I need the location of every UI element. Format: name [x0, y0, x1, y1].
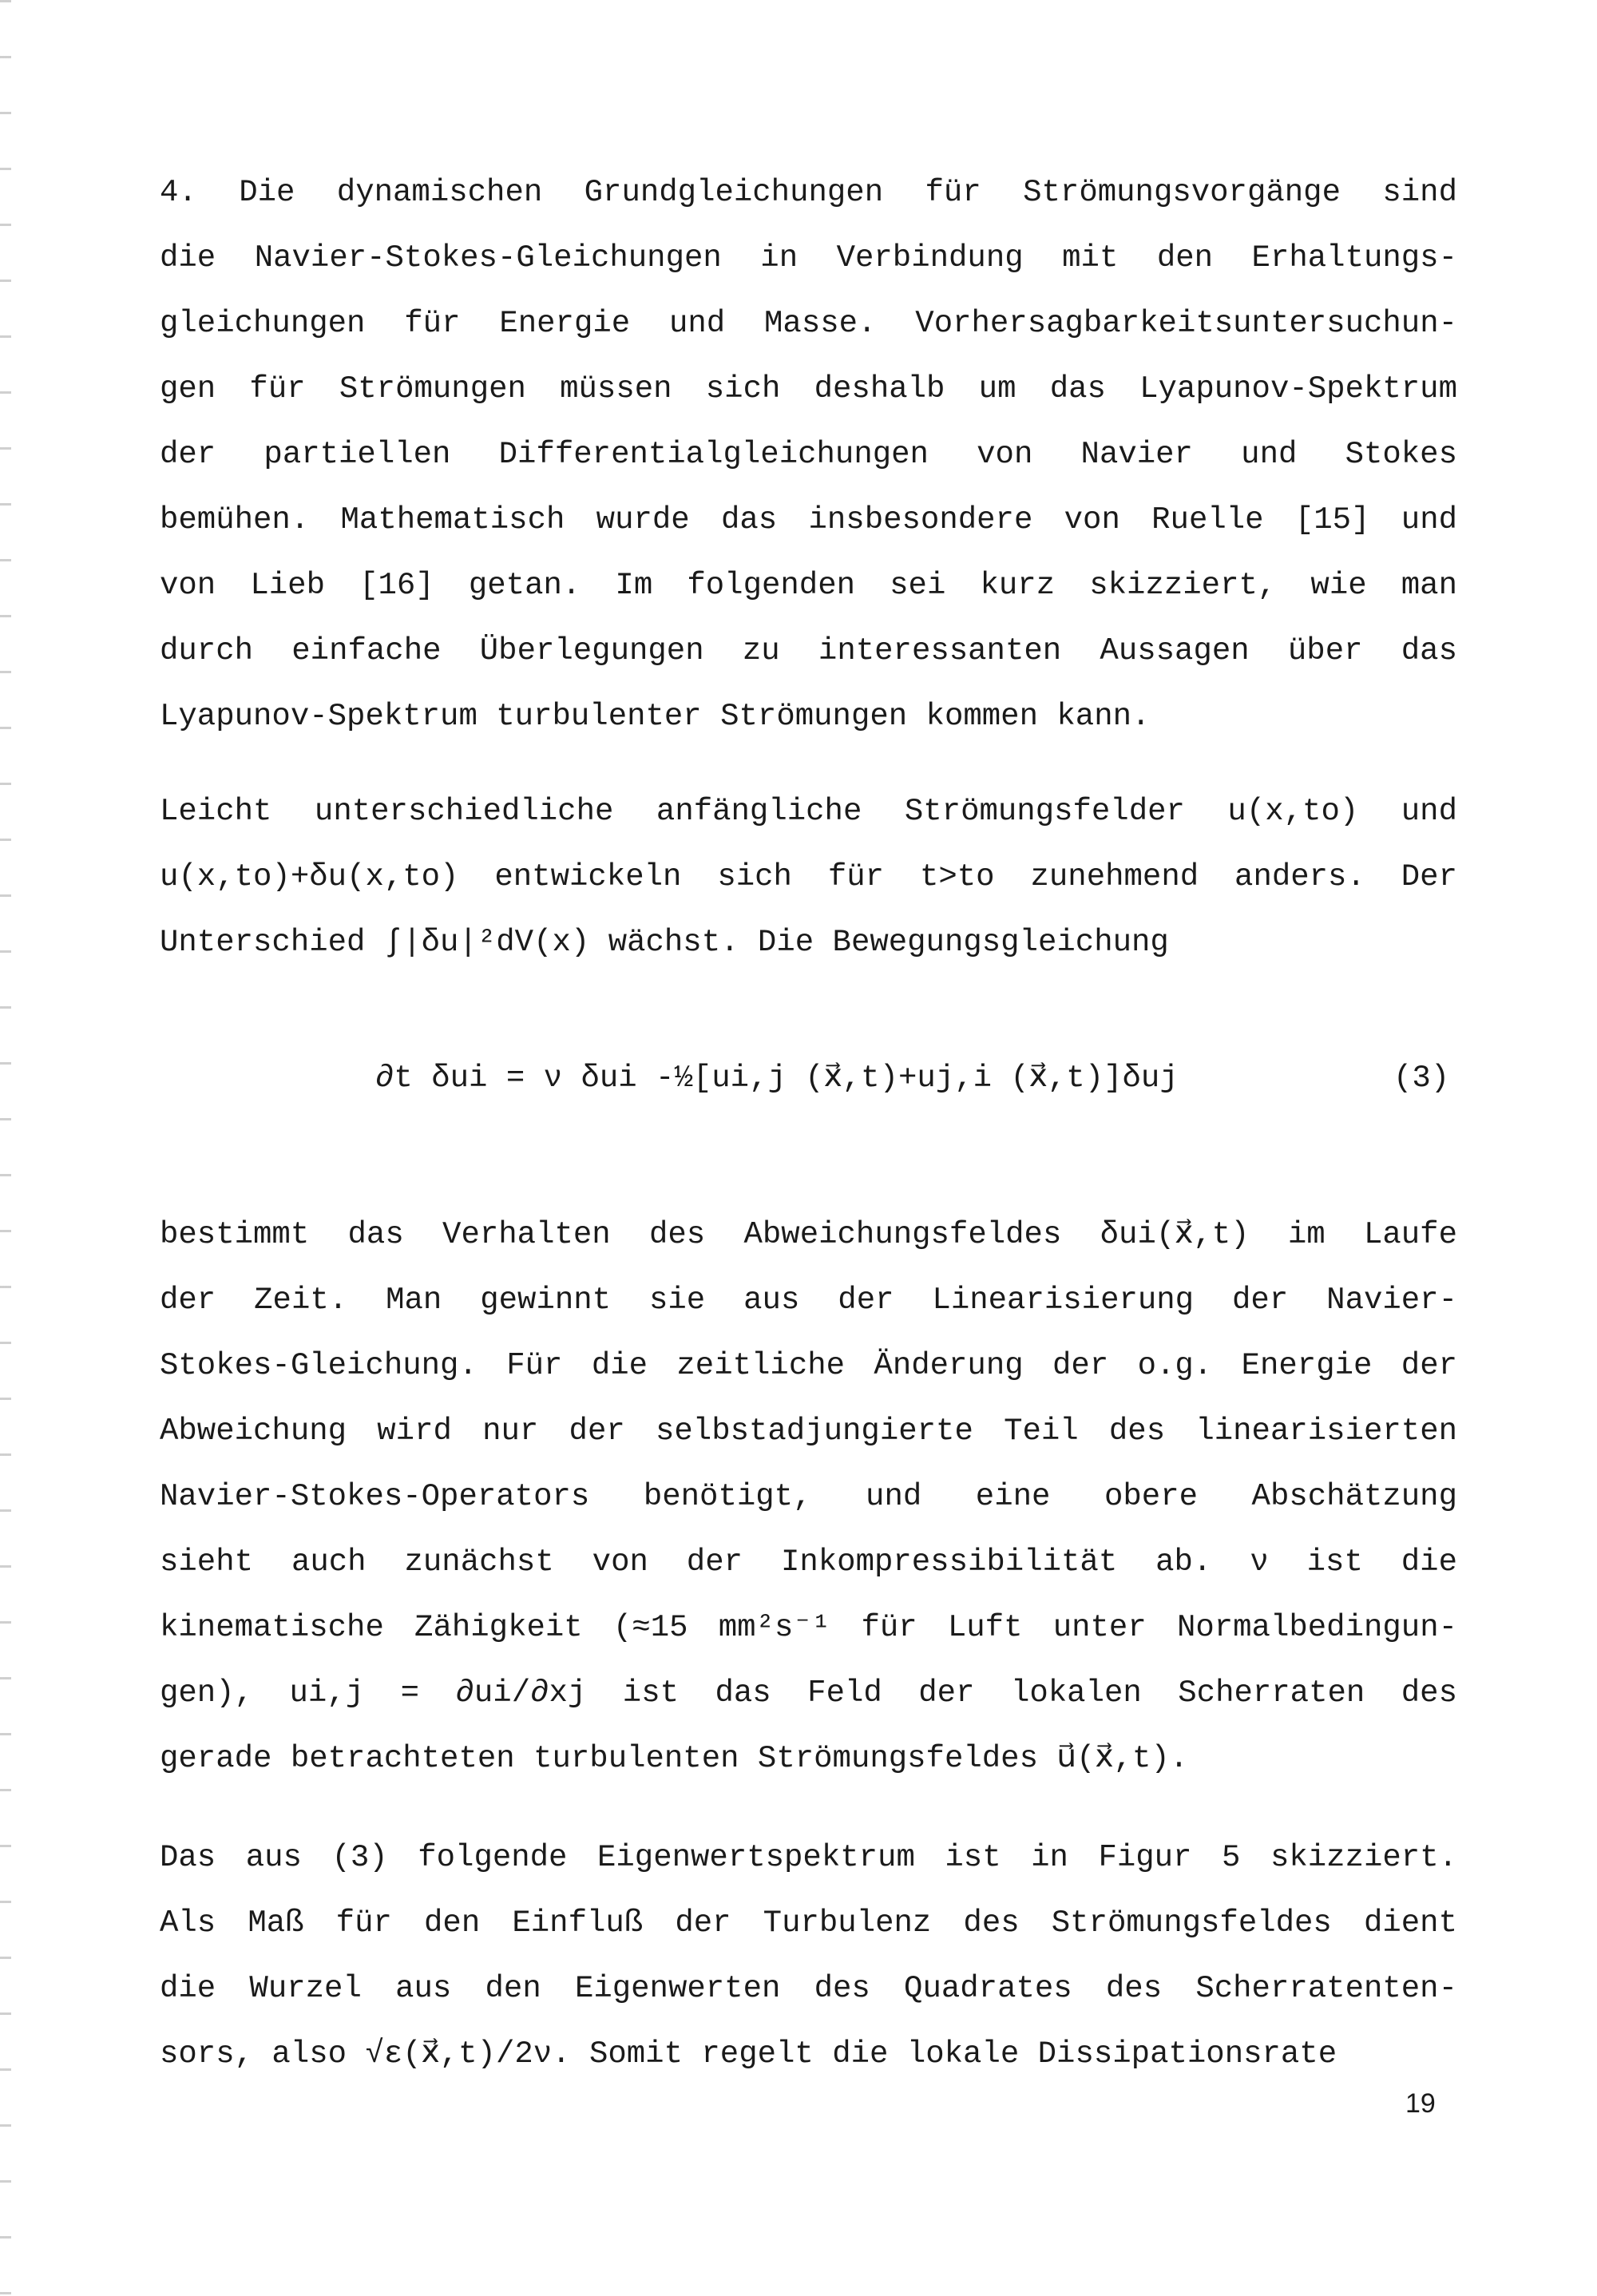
text-line: bestimmt das Verhalten des Abweichungsfeldes δui(x⃗,t) im Laufe	[160, 1217, 1457, 1252]
text-line: der Zeit. Man gewinnt sie aus der Linearisierung der Navier-	[160, 1283, 1457, 1318]
scan-binding-edge	[0, 0, 11, 2296]
text-line: Leicht unterschiedliche anfängliche Strömungsfelder u(x,to) und	[160, 794, 1457, 829]
text-line: durch einfache Überlegungen zu interessanten Aussagen über das	[160, 633, 1457, 668]
text-line: u(x,to)+δu(x,to) entwickeln sich für t>to zunehmend anders. Der	[160, 859, 1457, 894]
paragraph-2	[160, 779, 1457, 975]
text-line: Navier-Stokes-Operators benötigt, und eine obere Abschätzung	[160, 1479, 1457, 1514]
text-line: gleichungen für Energie und Masse. Vorhersagbarkeitsuntersuchun-	[160, 306, 1457, 341]
text-line: die Wurzel aus den Eigenwerten des Quadrates des Scherratenten-	[160, 1971, 1457, 2006]
text-line: gen für Strömungen müssen sich deshalb um das Lyapunov-Spektrum	[160, 371, 1457, 406]
text-line: Das aus (3) folgende Eigenwertspektrum ist in Figur 5 skizziert.	[160, 1840, 1457, 1875]
text-line: von Lieb [16] getan. Im folgenden sei kurz skizziert, wie man	[160, 568, 1457, 603]
text-line: kinematische Zähigkeit (≈15 mm²s⁻¹ für Luft unter Normalbedingun-	[160, 1610, 1457, 1645]
text-line: der partiellen Differentialgleichungen von Navier und Stokes	[160, 437, 1457, 472]
text-line: 4. Die dynamischen Grundgleichungen für Strömungsvorgänge sind	[160, 175, 1457, 210]
text-line: Abweichung wird nur der selbstadjungierte Teil des linearisierten	[160, 1414, 1457, 1449]
equation-number: (3)	[1393, 1061, 1450, 1096]
text-line: Lyapunov-Spektrum turbulenter Strömungen kommen kann.	[160, 699, 1151, 734]
text-line: Als Maß für den Einfluß der Turbulenz des Strömungsfeldes dient	[160, 1905, 1457, 1941]
text-line: sors, also √ε(x⃗,t)/2ν. Somit regelt die lokale Dissipationsrate	[160, 2036, 1337, 2072]
text-line: bemühen. Mathematisch wurde das insbesondere von Ruelle [15] und	[160, 502, 1457, 537]
paragraph-4	[160, 1825, 1457, 2087]
text-line: Unterschied ∫|δu|²dV(x) wächst. Die Bewegungsgleichung	[160, 925, 1169, 960]
paragraph-1	[160, 160, 1457, 749]
equation-3: ∂t δui = ν δui -½[ui,j (x⃗,t)+uj,i (x⃗,t)]δuj	[375, 1061, 1179, 1096]
text-line: sieht auch zunächst von der Inkompressibilität ab. ν ist die	[160, 1545, 1457, 1580]
paragraph-3	[160, 1202, 1457, 1791]
page-number: 19	[1405, 2088, 1436, 2119]
text-line: Stokes-Gleichung. Für die zeitliche Änderung der o.g. Energie der	[160, 1348, 1457, 1383]
text-line: die Navier-Stokes-Gleichungen in Verbindung mit den Erhaltungs-	[160, 240, 1457, 276]
text-line: gen), ui,j = ∂ui/∂xj ist das Feld der lokalen Scherraten des	[160, 1675, 1457, 1711]
text-line: gerade betrachteten turbulenten Strömungsfeldes u⃗(x⃗,t).	[160, 1741, 1189, 1776]
